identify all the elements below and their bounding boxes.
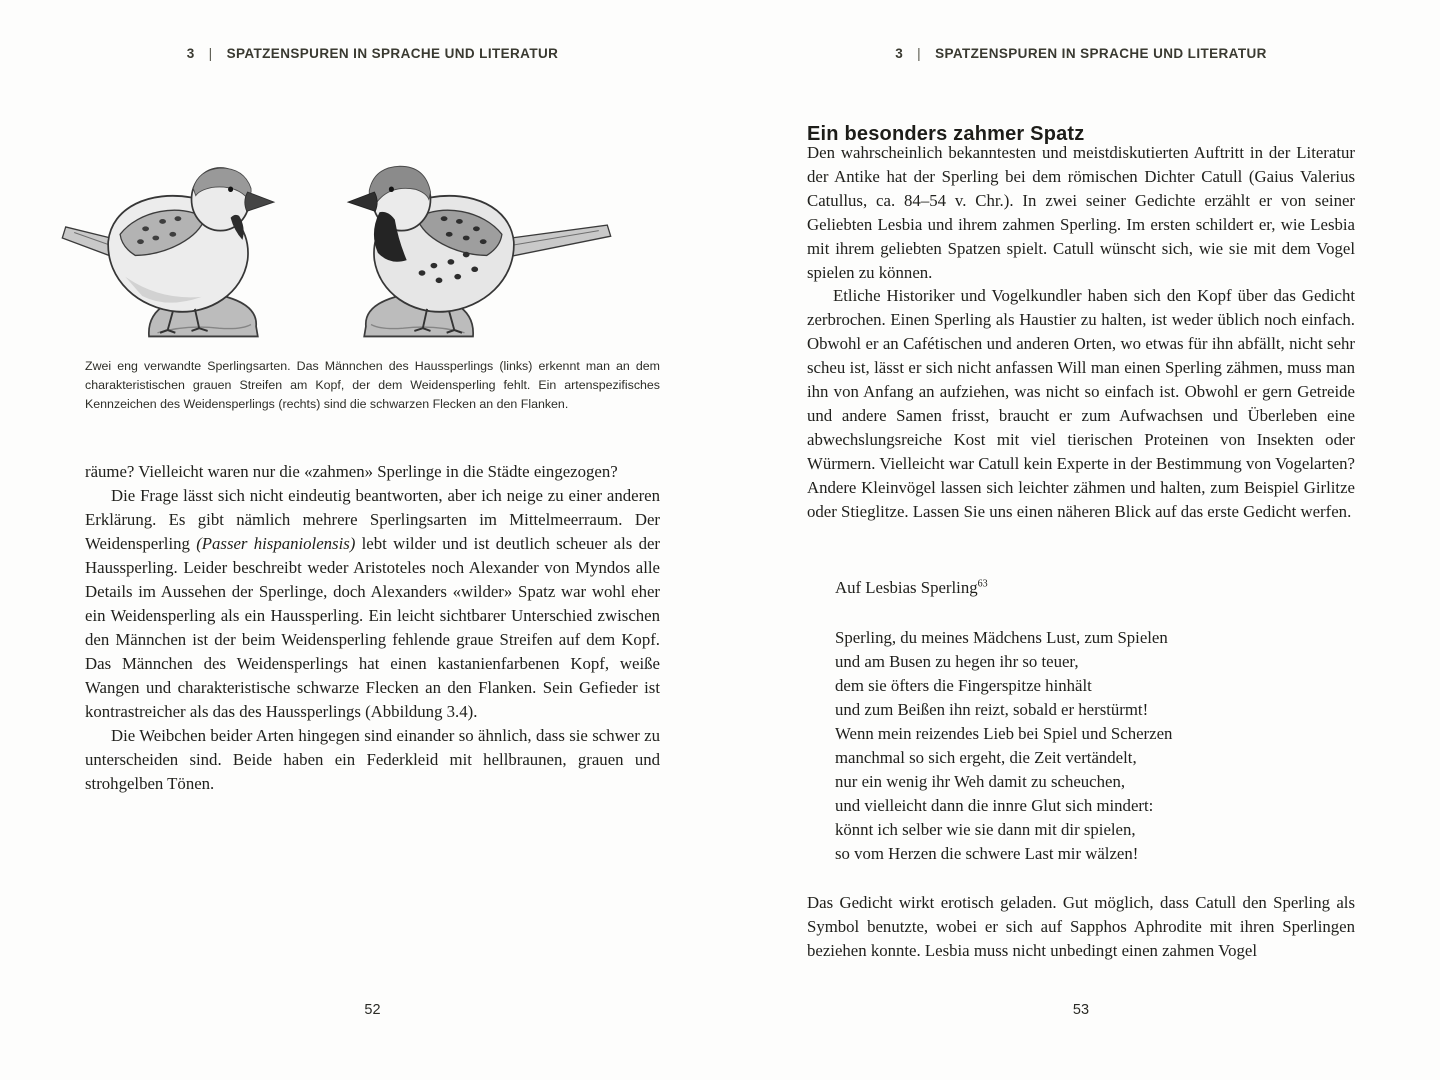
poem-line-text: und zum Beißen ihn reizt, sobald er herstürmt! [835,700,1149,719]
paragraph-text: Die Frage lässt sich nicht eindeutig beantworten, aber ich neige zu einer anderen Erklärung. Es gibt nämlich mehrere Sperlingsarten im Mittelmeerraum. Der Weidensperling [85,486,660,553]
running-header-left [85,46,660,61]
poem-line-text: manchmal so sich ergeht, die Zeit vertändelt, [835,748,1137,767]
page-number-left: 52 [364,1002,381,1018]
paragraph: Das Gedicht wirkt erotisch geladen. Gut möglich, dass Catull den Sperling als Symbol benutzte, wobei er sich auf Sapphos Aphrodite mit ihren Sperlingen beziehen konnte. Lesbia muss nicht unbedingt einen zahmen Vogel [807,893,1355,960]
tail [62,227,111,256]
page-number-right: 53 [1072,1002,1090,1018]
poem-line [835,698,1355,722]
poem-line-text: und vielleicht dann die innre Glut sich mindert: [835,796,1154,815]
poem-line [835,842,1355,866]
left-page-body [85,460,660,796]
poem-line [835,746,1355,770]
poem-line [835,794,1355,818]
poem-line [835,674,1355,698]
chapter-number: 3 [186,46,195,61]
chapter-title: SPATZENSPUREN IN SPRACHE UND LITERATUR [226,46,559,61]
poem-title [807,576,1355,600]
figure-caption: Zwei eng verwandte Sperlingsarten. Das Männchen des Haussperlings (links) erkennt man an dem charakteristischen grauen Streifen am Kopf, der dem Weidensperling fehlt. Ein artenspezifisches Kennzeichen des Weidensperlings (rechts) sind die schwarzen Flecken an den Flanken. [85,359,660,411]
header-separator: | [917,46,922,61]
sparrows-figure [50,142,690,352]
poem-line [835,626,1355,650]
eye [389,186,394,192]
section-heading: Ein besonders zahmer Spatz [807,122,1085,145]
chapter-title: SPATZENSPUREN IN SPRACHE UND LITERATUR [935,46,1267,61]
right-page-paragraph-1 [807,141,1355,285]
right-page-paragraph-3 [807,891,1355,963]
poem-line-text: Sperling, du meines Mädchens Lust, zum Spielen [835,628,1168,647]
beak [348,192,377,211]
paragraph-text: lebt wilder und ist deutlich scheuer als der Haussperling. Leider beschreibt weder Aristoteles noch Alexander von Myndos alle Details im Aussehen der Sperlinge, doch Alexanders «wilder» Spatz war wohl eher ein Weidensperling als ein Haussperling. Ein leicht sichtbarer Unterschied zwischen den Männchen ist der beim Weidensperling fehlende graue Streifen auf dem Kopf. Das Männchen des Weidensperlings hat einen kastanienfarbenen Kopf, weiße Wangen und charakteristische schwarze Flecken an den Flanken. Sein Gefieder ist kontrastreicher als das des Haussperlings (Abbildung 3.4). [85,534,660,721]
poem-line-text: Wenn mein reizendes Lieb bei Spiel und Scherzen [835,724,1173,743]
paragraph: räume? Vielleicht waren nur die «zahmen» Sperlinge in die Städte eingezogen? [85,462,618,481]
running-header-right [807,46,1355,61]
poem-line-text: dem sie öfters die Fingerspitze hinhält [835,676,1092,695]
chapter-number: 3 [895,46,904,61]
poem-line [835,770,1355,794]
poem-line-text: nur ein wenig ihr Weh damit zu scheuchen, [835,772,1126,791]
paragraph: Den wahrscheinlich bekanntesten und meistdiskutierten Auftritt in der Literatur der Antike hat der Sperling bei dem römischen Dichter Catull (Gaius Valerius Catullus, ca. 84–54 v. Chr.). In zwei seiner Gedichte erzählt er von seiner Geliebten Lesbia und ihrem zahmen Sperling. Im ersten schildert er, wie Lesbia mit ihrem geliebten Spatzen spielt. Catull wünscht sich, wie sie mit dem Vogel spielen zu können. [807,143,1355,282]
poem-title-text: Auf Lesbias Sperling [835,578,978,597]
poem [807,626,1355,866]
poem-line-text: könnt ich selber wie sie dann mit dir spielen, [835,820,1136,839]
eye [228,186,233,192]
tail [510,225,610,256]
right-page-paragraph-2 [807,284,1355,524]
beak [245,192,274,211]
paragraph: Die Weibchen beider Arten hingegen sind einander so ähnlich, dass sie schwer zu unterscheiden sind. Beide haben ein Federkleid mit hellbraunen, grauen und strohgelben Tönen. [85,726,660,793]
poem-line-text: und am Busen zu hegen ihr so teuer, [835,652,1079,671]
poem-line [835,722,1355,746]
paragraph: Etliche Historiker und Vogelkundler haben sich den Kopf über das Gedicht zerbrochen. Einen Sperling als Haustier zu halten, ist weder üblich noch einfach. Obwohl er an Cafétischen und anderen Orten, wo etwas für ihn abfällt, nicht sehr scheu ist, lässt er sich nicht anfassen Will man einen Sperling zähmen, muss man ihn von Anfang an aufziehen, was nicht so einfach ist. Obwohl er gern Getreide und andere Samen frisst, braucht er zum Aufwachsen und Überleben eine abwechslungsreiche Kost mit viel tierischen Proteinen von Insekten oder Würmern. Vielleicht war Catull kein Experte in der Bestimmung von Vogelarten? Andere Kleinvögel lassen sich leichter zähmen und halten, zum Beispiel Girlitze oder Stieglitze. Lassen Sie uns einen näheren Blick auf das erste Gedicht werfen. [807,286,1355,521]
header-separator: | [208,46,213,61]
species-latin-name: (Passer hispaniolensis) [196,534,356,553]
spanish-sparrow-male-illustration [348,166,611,336]
poem-line [835,650,1355,674]
footnote-marker: 63 [977,578,988,590]
poem-line [835,818,1355,842]
poem-line-text: so vom Herzen die schwere Last mir wälzen! [835,844,1139,863]
house-sparrow-male-illustration [62,168,274,336]
paragraph [85,484,660,724]
